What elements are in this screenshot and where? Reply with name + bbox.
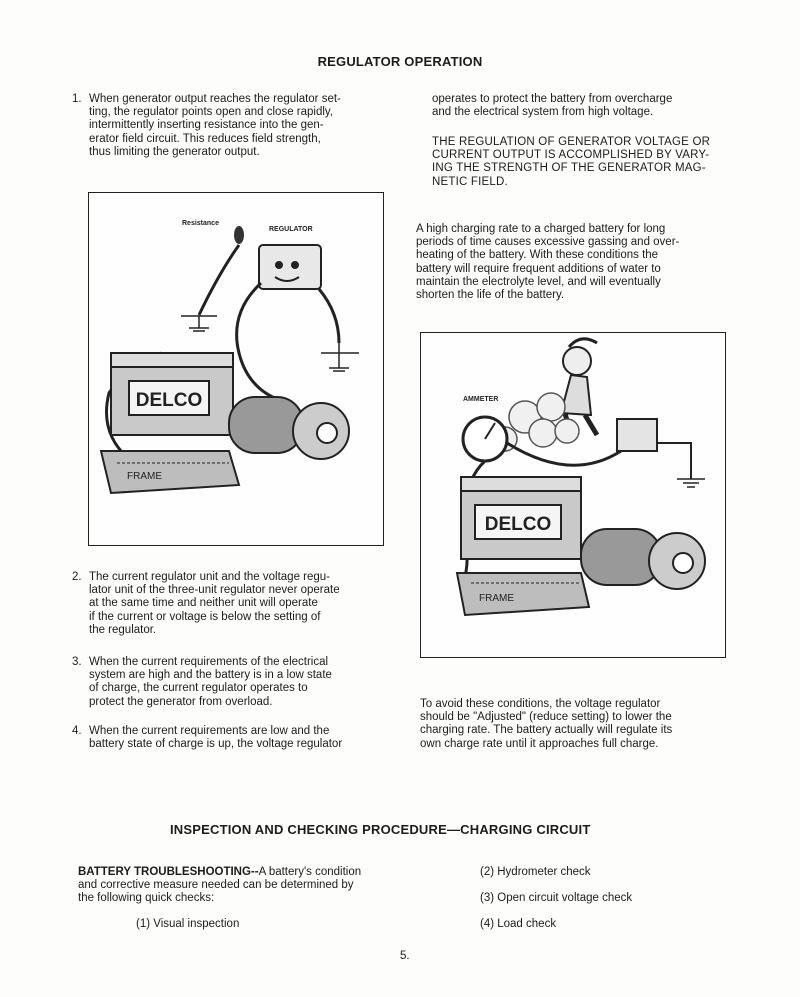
resistance-label: Resistance	[182, 220, 219, 227]
text-line: and the electrical system from high voltage.	[432, 106, 654, 119]
text-line: A high charging rate to a charged battery for long	[416, 223, 666, 235]
high-charging-paragraph	[416, 223, 726, 302]
text-line: charging rate. The battery actually will regulate its	[420, 724, 673, 737]
man-head	[563, 347, 591, 375]
text-line: To avoid these conditions, the voltage regulator	[420, 698, 661, 710]
text-line: NETIC FIELD.	[432, 175, 508, 188]
regulator-body	[259, 245, 321, 289]
check-item: (4) Load check	[480, 918, 557, 930]
text-line: CURRENT OUTPUT IS ACCOMPLISHED BY VARY-	[432, 149, 710, 162]
check-item: (2) Hydrometer check	[480, 866, 591, 878]
text-line: shorten the life of the battery.	[416, 289, 565, 302]
battery-troubleshooting-paragraph	[78, 866, 398, 906]
text-line: should be "Adjusted" (reduce setting) to lower the	[420, 711, 672, 724]
text-line: The current regulator unit and the voltage regu-	[89, 571, 331, 583]
text-line: thus limiting the generator output.	[89, 145, 260, 158]
text-line: A battery's condition	[258, 866, 362, 878]
text-line: intermittently inserting resistance into the gen-	[89, 119, 324, 132]
text-line: When the current requirements are low and the	[89, 725, 330, 737]
overcharge-illustration	[421, 333, 725, 657]
text-line: the following quick checks:	[78, 892, 215, 905]
list-item-4	[72, 725, 392, 755]
text-line: battery will require frequent additions of water to	[416, 262, 661, 275]
text-line: heating of the battery. With these conditions the	[416, 249, 659, 262]
text-line: periods of time causes excessive gassing and over-	[416, 236, 680, 249]
text-line: When generator output reaches the regulator set-	[89, 93, 341, 105]
avoid-conditions-paragraph	[420, 698, 730, 751]
text-line: ING THE STRENGTH OF THE GENERATOR MAG-	[432, 162, 706, 175]
text-line: lator unit of the three-unit regulator never operate	[89, 584, 340, 597]
regulator-eye-right	[291, 261, 299, 269]
item-number: 3.	[72, 656, 82, 668]
text-line: maintain the electrolyte level, and will eventually	[416, 275, 661, 288]
wire	[319, 289, 339, 343]
wire	[199, 245, 239, 315]
list-item-2	[72, 571, 392, 641]
battery-brand: DELCO	[484, 514, 552, 535]
text-line: at the same time and neither unit will operate	[89, 597, 318, 610]
frame-label: FRAME	[479, 593, 514, 604]
regulator-label: REGULATOR	[269, 226, 313, 233]
generator-body	[229, 397, 303, 453]
item-number: 4.	[72, 725, 82, 737]
battery-top	[111, 353, 233, 367]
ground-symbol	[677, 479, 705, 487]
text-line: operates to protect the battery from overcharge	[432, 93, 673, 105]
regulator-eye-left	[275, 261, 283, 269]
wire	[507, 443, 621, 465]
item-number: 1.	[72, 93, 82, 105]
section-heading: INSPECTION AND CHECKING PROCEDURE—CHARGING CIRCUIT	[170, 822, 591, 837]
battery-brand: DELCO	[135, 390, 203, 411]
text-line: if the current or voltage is below the setting of	[89, 610, 321, 623]
text-line: the regulator.	[89, 623, 157, 636]
troubleshooting-lead: BATTERY TROUBLESHOOTING--	[78, 866, 259, 878]
frame-rail	[457, 573, 589, 615]
man-hat	[569, 339, 597, 347]
generator-hub	[317, 423, 337, 443]
page-number: 5.	[400, 950, 410, 962]
text-line: battery state of charge is up, the voltage regulator	[89, 738, 343, 751]
text-line: of charge, the current regulator operates to	[89, 682, 308, 695]
resistance-coil	[234, 226, 244, 244]
text-line: protect the generator from overload.	[89, 695, 273, 708]
text-line: ting, the regulator points open and close rapidly,	[89, 106, 333, 119]
battery-top	[461, 477, 581, 491]
figure-overcharge	[420, 332, 726, 658]
text-line: THE REGULATION OF GENERATOR VOLTAGE OR	[432, 136, 711, 148]
ammeter-label: AMMETER	[463, 396, 499, 403]
caps-paragraph	[432, 136, 732, 189]
frame-rail	[101, 451, 239, 493]
generator-hub	[673, 553, 693, 573]
list-item-3	[72, 656, 392, 712]
ground-symbol	[321, 343, 359, 371]
text-line: own charge rate until it approaches full charge.	[420, 737, 659, 750]
check-item: (3) Open circuit voltage check	[480, 892, 633, 904]
ground-symbol	[181, 316, 217, 331]
continuation-paragraph	[432, 93, 732, 119]
regulator-circuit-illustration	[89, 193, 383, 545]
regulator-body	[617, 419, 657, 451]
list-item-1	[72, 93, 392, 163]
wire	[237, 283, 289, 403]
text-line: erator field circuit. This reduces field strength,	[89, 132, 321, 145]
text-line: and corrective measure needed can be determined by	[78, 879, 354, 892]
wire	[657, 443, 691, 479]
item-number: 2.	[72, 571, 82, 583]
figure-regulator-circuit	[88, 192, 384, 546]
text-line: system are high and the battery is in a low state	[89, 669, 332, 682]
frame-label: FRAME	[127, 471, 162, 482]
page-title: REGULATOR OPERATION	[317, 54, 483, 69]
check-item: (1) Visual inspection	[136, 918, 240, 930]
text-line: When the current requirements of the electrical	[89, 656, 329, 668]
